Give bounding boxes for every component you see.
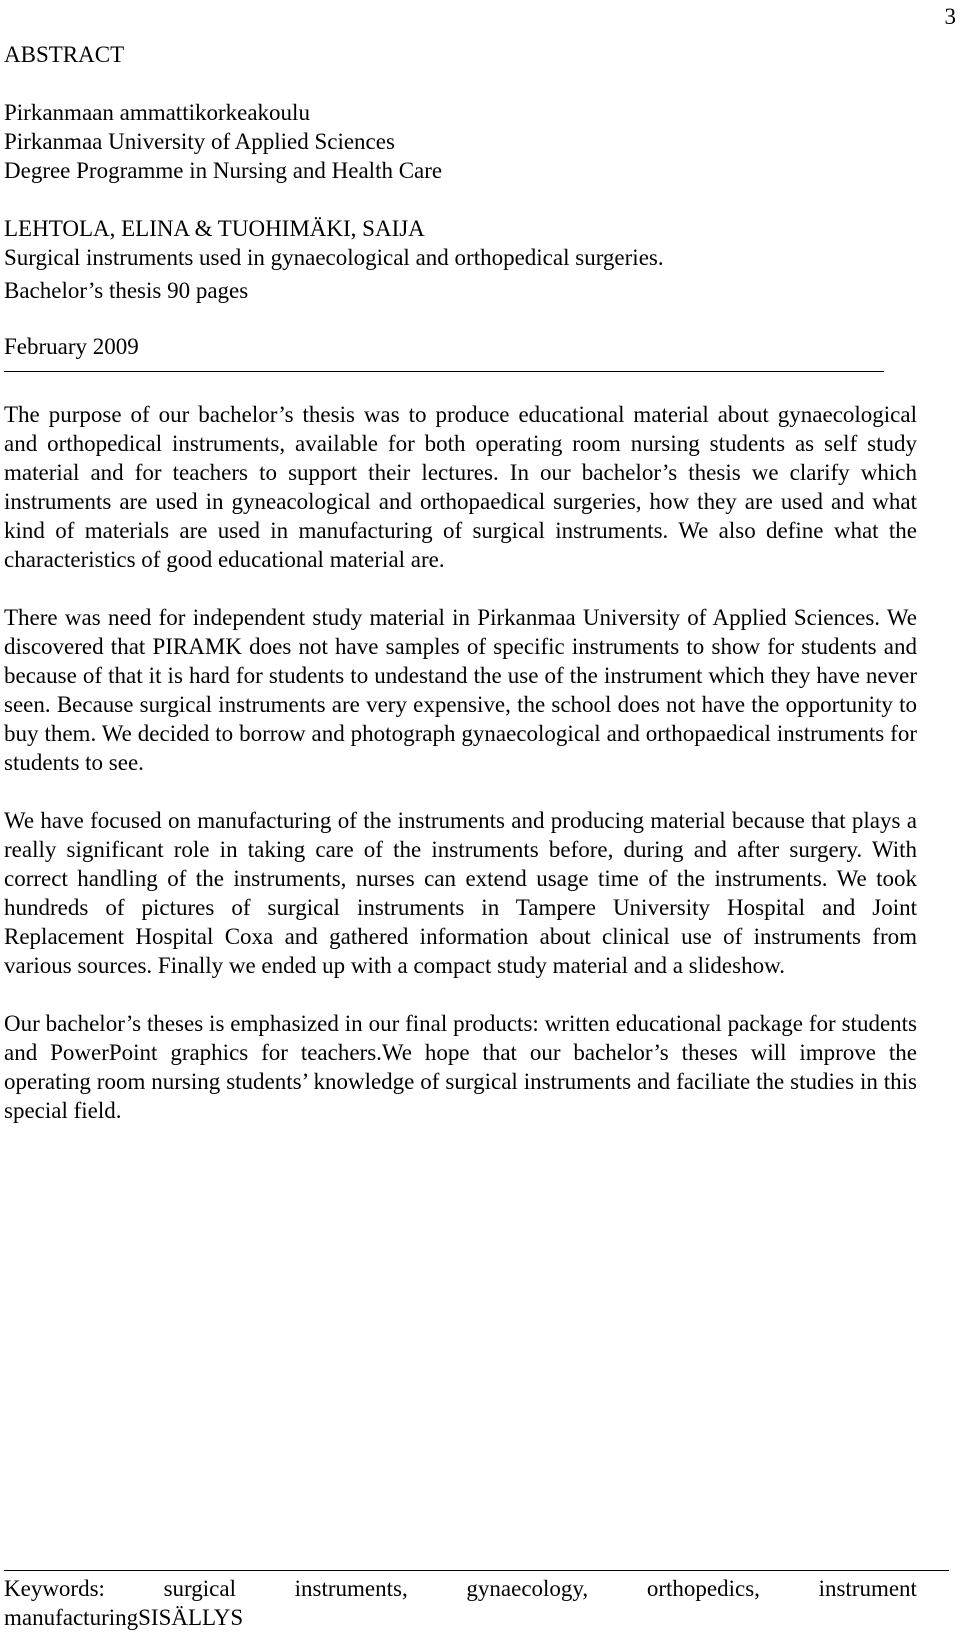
abstract-paragraph-4: Our bachelor’s theses is emphasized in our final products: written educational package for students and PowerPoint graphics for teachers.We hope that our bachelor’s theses will improve the operating room nursing students’ knowledge of surgical instruments and faciliate the studies in this special field. <box>4 1011 917 1123</box>
thesis-authors: LEHTOLA, ELINA & TUOHIMÄKI, SAIJA <box>4 216 425 241</box>
keyword-item: gynaecology, <box>466 1576 589 1601</box>
section-divider <box>4 371 884 372</box>
page-number: 3 <box>944 4 956 29</box>
keyword-item: surgical <box>163 1576 236 1601</box>
institution-block <box>4 98 917 185</box>
abstract-paragraph-1: The purpose of our bachelor’s thesis was to produce educational material about gynaecological and orthopedical instruments, available for both operating room nursing students as self study material and for teachers to support their lectures. In our bachelor’s thesis we clarify which instruments are used in gyneacological and orthopaedical surgeries, how they are used and what kind of materials are used in manufacturing of surgical instruments. We also define what the characteristics of good educational material are. <box>4 402 917 572</box>
thesis-date: February 2009 <box>4 334 139 359</box>
thesis-info-block <box>4 214 917 305</box>
keywords-block <box>4 1574 917 1632</box>
thesis-type-pages: Bachelor’s thesis 90 pages <box>4 278 249 303</box>
institution-name-en: Pirkanmaa University of Applied Sciences <box>4 129 395 154</box>
thesis-title: Surgical instruments used in gynaecological and orthopedical surgeries. <box>4 245 664 270</box>
degree-programme: Degree Programme in Nursing and Health Care <box>4 158 443 183</box>
keywords-continuation: manufacturingSISÄLLYS <box>4 1605 244 1630</box>
abstract-page <box>4 40 917 1154</box>
abstract-paragraph-3: We have focused on manufacturing of the instruments and producing material because that plays a really significant role in taking care of the instruments before, during and after surgery. With correct handling of the instruments, nurses can extend usage time of the instruments. We took hundreds of pictures of surgical instruments in Tampere University Hospital and Joint Replacement Hospital Coxa and gathered information about clinical use of instruments from various sources. Finally we ended up with a compact study material and a slideshow. <box>4 808 917 978</box>
abstract-paragraph-2: There was need for independent study material in Pirkanmaa University of Applied Sciences. We discovered that PIRAMK does not have samples of specific instruments to show for students and because of that it is hard for students to undestand the use of the instrument which they have never seen. Because surgical instruments are very expensive, the school does not have the opportunity to buy them. We decided to borrow and photograph gynaecological and orthopaedical instruments for students to see. <box>4 605 917 775</box>
keyword-item: instrument <box>818 1576 917 1601</box>
keywords-line <box>4 1574 917 1603</box>
institution-name-fi: Pirkanmaan ammattikorkeakoulu <box>4 100 310 125</box>
keyword-item: orthopedics, <box>646 1576 760 1601</box>
footer-divider <box>4 1570 949 1571</box>
abstract-heading: ABSTRACT <box>4 42 125 67</box>
keyword-item: instruments, <box>294 1576 408 1601</box>
keywords-label: Keywords: <box>4 1576 105 1601</box>
